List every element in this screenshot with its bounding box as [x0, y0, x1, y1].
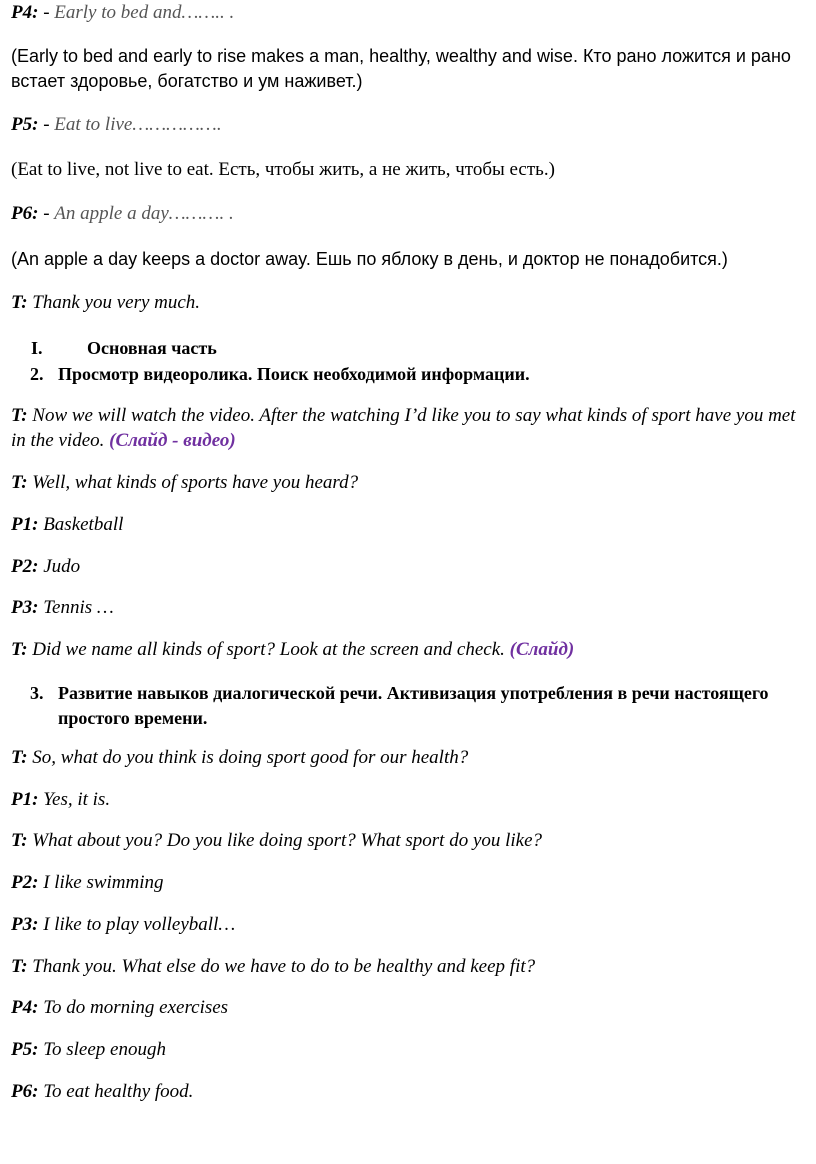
utterance-text: in the video.: [11, 430, 110, 451]
dialog-line: [11, 789, 110, 811]
speaker-label: T:: [11, 830, 28, 851]
speaker-label: P3:: [11, 914, 39, 935]
speaker-label: P1:: [11, 789, 39, 810]
speaker-label: P5:: [11, 1039, 39, 1060]
speaker-label: P5:: [11, 114, 39, 135]
speaker-label: T:: [11, 747, 28, 768]
utterance-text: I like swimming: [38, 872, 164, 893]
proverb-p6-full: (An apple a day keeps a doctor away. Ешь по яблоку в день, и доктор не понадобится.): [11, 249, 728, 269]
proverb-p4-prompt: [11, 2, 234, 24]
dialog-line: [11, 872, 164, 894]
proverb-p6-prompt: [11, 203, 234, 225]
slide-note: (Слайд): [509, 639, 575, 660]
proverb-prompt-text: An apple a day………. .: [54, 203, 234, 224]
proverb-p5-full: (Eat to live, not live to eat. Есть, чтобы жить, а не жить, чтобы есть.): [11, 159, 555, 180]
teacher-thanks: [11, 292, 200, 314]
utterance-text: Well, what kinds of sports have you heard?: [27, 472, 359, 493]
speaker-label: T:: [11, 472, 28, 493]
utterance-text: I like to play volleyball…: [38, 914, 236, 935]
section-title: Основная часть: [87, 338, 217, 358]
utterance-text: Basketball: [38, 514, 124, 535]
dialog-line: [11, 556, 80, 578]
speaker-label: P6:: [11, 203, 39, 224]
utterance-text: To eat healthy food.: [38, 1081, 194, 1102]
slide-note: (Слайд - видео): [109, 430, 236, 451]
speaker-label: P4:: [11, 997, 39, 1018]
utterance-text: Now we will watch the video. After the watching I’d like you to say what kinds of sport have you met: [27, 405, 796, 426]
proverb-p4-full: (Early to bed and early to rise makes a man, healthy, wealthy and wise. Кто рано ложится и рано: [11, 46, 791, 66]
dialog-line: [11, 1081, 193, 1103]
utterance-text: To do morning exercises: [38, 997, 229, 1018]
section-heading-video: [30, 363, 530, 385]
speaker-label: P1:: [11, 514, 39, 535]
section-heading-dialog: [30, 682, 769, 704]
utterance-text: Thank you very much.: [27, 292, 201, 313]
utterance-text: Thank you. What else do we have to do to be healthy and keep fit?: [27, 956, 536, 977]
utterance-text: So, what do you think is doing sport good for our health?: [27, 747, 469, 768]
proverb-p5-prompt: [11, 114, 222, 136]
dialog-line: [11, 597, 114, 619]
utterance-text: What about you? Do you like doing sport? What sport do you like?: [27, 830, 543, 851]
proverb-prompt-text: Early to bed and…….. .: [54, 2, 235, 23]
section-title: Просмотр видеоролика. Поиск необходимой информации.: [58, 364, 530, 384]
utterance-text: Yes, it is.: [38, 789, 111, 810]
video-instruction-cont: [11, 430, 236, 452]
section-number: 3.: [30, 683, 44, 703]
speaker-label: T:: [11, 639, 28, 660]
dash: -: [38, 203, 55, 224]
speaker-label: P3:: [11, 597, 39, 618]
section-title: Развитие навыков диалогической речи. Активизация употребления в речи настоящего: [58, 683, 769, 703]
dialog-line: [11, 1039, 166, 1061]
proverb-p4-full-cont: встает здоровье, богатство и ум наживет.): [11, 71, 363, 91]
speaker-label: P6:: [11, 1081, 39, 1102]
utterance-text: To sleep enough: [38, 1039, 166, 1060]
dash: -: [38, 114, 55, 135]
section-heading-dialog-cont: простого времени.: [58, 708, 208, 728]
proverb-prompt-text: Eat to live…………….: [54, 114, 222, 135]
section-heading-main: [31, 337, 217, 359]
dialog-line: [11, 956, 535, 978]
dash: -: [38, 2, 55, 23]
speaker-label: T:: [11, 292, 28, 313]
dialog-line: [11, 514, 123, 536]
speaker-label: P2:: [11, 872, 39, 893]
section-number: 2.: [30, 364, 44, 384]
section-number: I.: [31, 338, 43, 358]
video-instruction: [11, 405, 796, 427]
utterance-text: Did we name all kinds of sport? Look at the screen and check.: [27, 639, 510, 660]
utterance-text: Judo: [38, 556, 81, 577]
speaker-label: T:: [11, 956, 28, 977]
speaker-label: P2:: [11, 556, 39, 577]
dialog-line: [11, 830, 542, 852]
dialog-line: [11, 997, 228, 1019]
utterance-text: Tennis …: [38, 597, 114, 618]
dialog-line: [11, 914, 235, 936]
speaker-label: T:: [11, 405, 28, 426]
dialog-line: [11, 472, 358, 494]
speaker-label: P4:: [11, 2, 39, 23]
check-line: [11, 639, 574, 661]
dialog-line: [11, 747, 468, 769]
